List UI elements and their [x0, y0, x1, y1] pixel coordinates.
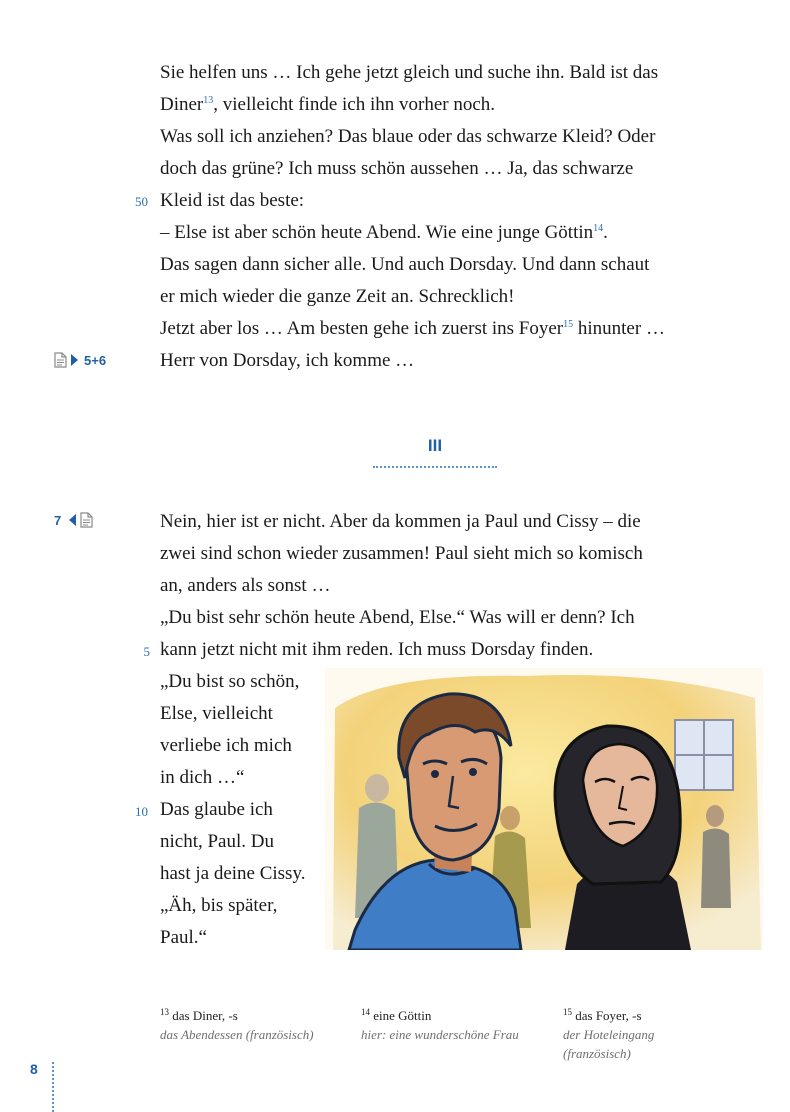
text-line: an, anders als sonst …: [160, 575, 331, 596]
document-icon: [54, 352, 67, 368]
audio-track-5-6[interactable]: [54, 352, 106, 368]
footnote-term: das Diner, -s: [172, 1008, 238, 1023]
footnote-term: das Foyer, -s: [575, 1008, 642, 1023]
text-line: Das glaube ich: [160, 799, 273, 820]
text-line: doch das grüne? Ich muss schön aussehen … Ja, das schwarze: [160, 158, 634, 179]
audio-track-label: 5+6: [84, 352, 107, 368]
footnote-mark: 14: [593, 223, 604, 234]
line-number: 10: [135, 804, 148, 819]
footnote-definition: der Hoteleingang: [563, 1027, 655, 1042]
text-line: Was soll ich anziehen? Das blaue oder das schwarze Kleid? Oder: [160, 126, 656, 147]
footnote-definition: (französisch): [563, 1046, 631, 1061]
line-number: 50: [135, 194, 148, 209]
footnote-14: [361, 1006, 561, 1044]
footnote-13: [160, 1006, 350, 1044]
text-line: Das sagen dann sicher alle. Und auch Dorsday. Und dann schaut: [160, 254, 650, 275]
text-line: hast ja deine Cissy.: [160, 863, 306, 884]
play-right-icon: [70, 353, 79, 367]
footnote-15: [563, 1006, 763, 1063]
text-line: Sie helfen uns … Ich gehe jetzt gleich und suche ihn. Bald ist das: [160, 62, 659, 83]
footnote-definition: das Abendessen (französisch): [160, 1027, 314, 1042]
page-number: 8: [30, 1061, 38, 1077]
play-left-icon: [68, 513, 77, 527]
footnote-definition: hier: eine wunderschöne Frau: [361, 1027, 519, 1042]
text-line: in dich …“: [160, 767, 245, 788]
text-line: nicht, Paul. Du: [160, 831, 274, 852]
text-line: Diner$^{13}$, vielleicht finde ich ihn vorher noch.: [160, 94, 496, 115]
audio-track-label: 7: [54, 512, 62, 528]
footnote-term: eine Göttin: [373, 1008, 432, 1023]
footnote-number: 14: [361, 1007, 370, 1017]
text-line: Herr von Dorsday, ich komme …: [160, 350, 415, 371]
text-line: kann jetzt nicht mit ihm reden. Ich muss Dorsday finden.: [160, 639, 594, 660]
text-line: verliebe ich mich: [160, 735, 292, 756]
text-line: Jetzt aber los … Am besten gehe ich zuerst ins Foyer$^{15}$ hinunter …: [160, 318, 665, 339]
text-line: „Du bist sehr schön heute Abend, Else.“ Was will er denn? Ich: [160, 607, 635, 628]
document-icon: [80, 512, 93, 528]
text-line: „Du bist so schön,: [160, 671, 300, 692]
illustration-paul-and-cissy: [325, 668, 763, 950]
text-line: Kleid ist das beste:: [160, 190, 305, 211]
text-line: er mich wieder die ganze Zeit an. Schrecklich!: [160, 286, 515, 307]
text-line: Else, vielleicht: [160, 703, 273, 724]
footnote-number: 15: [563, 1007, 572, 1017]
audio-track-7[interactable]: [54, 512, 93, 528]
chapter-divider: [373, 466, 497, 468]
footnote-number: 13: [160, 1007, 169, 1017]
line-number: 5: [143, 644, 150, 659]
footnote-mark: 15: [563, 319, 574, 330]
page-number-divider: [52, 1062, 54, 1112]
chapter-heading: III: [427, 436, 443, 455]
text-line: „Äh, bis später,: [160, 895, 278, 916]
text-line: zwei sind schon wieder zusammen! Paul sieht mich so komisch: [160, 543, 643, 564]
text-line: – Else ist aber schön heute Abend. Wie eine junge Göttin$^{14}$.: [160, 222, 608, 243]
footnote-mark: 13: [203, 95, 214, 106]
text-line: Nein, hier ist er nicht. Aber da kommen ja Paul und Cissy – die: [160, 511, 641, 532]
text-line: Paul.“: [160, 927, 207, 948]
